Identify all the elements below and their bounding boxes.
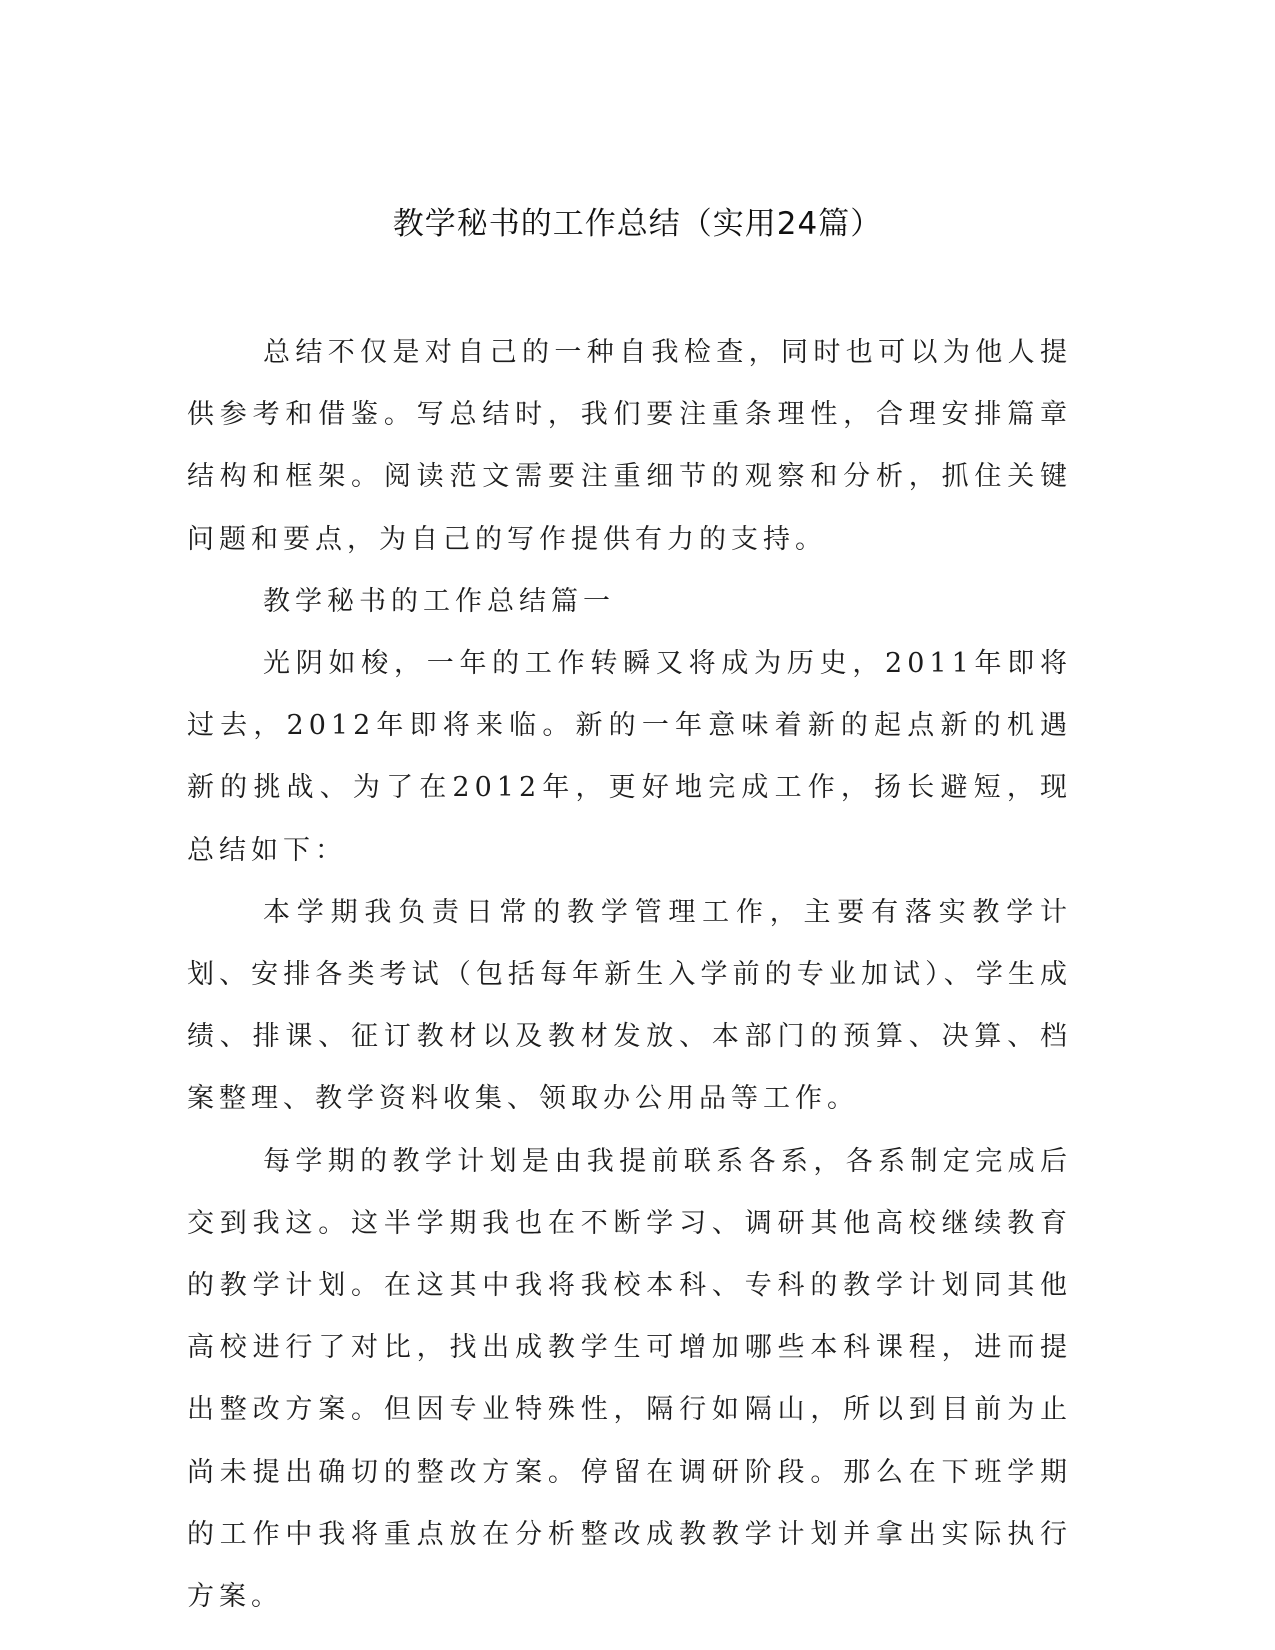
section-heading: 教学秘书的工作总结篇一 — [263, 585, 615, 617]
document-title: 教学秘书的工作总结（实用24篇） — [392, 206, 883, 242]
paragraph-3: 每学期的教学计划是由我提前联系各系，各系制定完成后交到我这。这半学期我也在不断学习、调研其他高校继续教育的教学计划。在这其中我将我校本科、专科的教学计划同其他高校进行了对比，找出成教学生可增加哪些本科课程，进而提出整改方案。但因专业特殊性，隔行如隔山，所以到目前为止尚未提出确切的整改方案。停留在调研阶段。那么在下班学期的工作中我将重点放在分析整改成教教学计划并拿出实际执行方案。 — [187, 1145, 1072, 1613]
paragraph-intro: 总结不仅是对自己的一种自我检查，同时也可以为他人提供参考和借鉴。写总结时，我们要注重条理性，合理安排篇章结构和框架。阅读范文需要注重细节的观察和分析，抓住关键问题和要点，为自己的写作提供有力的支持。 — [187, 337, 1072, 555]
document-body — [187, 322, 1072, 1628]
paragraph-1: 光阴如梭，一年的工作转瞬又将成为历史，2011年即将过去，2012年即将来临。新的一年意味着新的起点新的机遇新的挑战、为了在2012年，更好地完成工作，扬长避短，现总结如下： — [187, 648, 1072, 866]
paragraph-2: 本学期我负责日常的教学管理工作，主要有落实教学计划、安排各类考试（包括每年新生入学前的专业加试）、学生成绩、排课、征订教材以及教材发放、本部门的预算、决算、档案整理、教学资料收集、领取办公用品等工作。 — [187, 896, 1072, 1115]
